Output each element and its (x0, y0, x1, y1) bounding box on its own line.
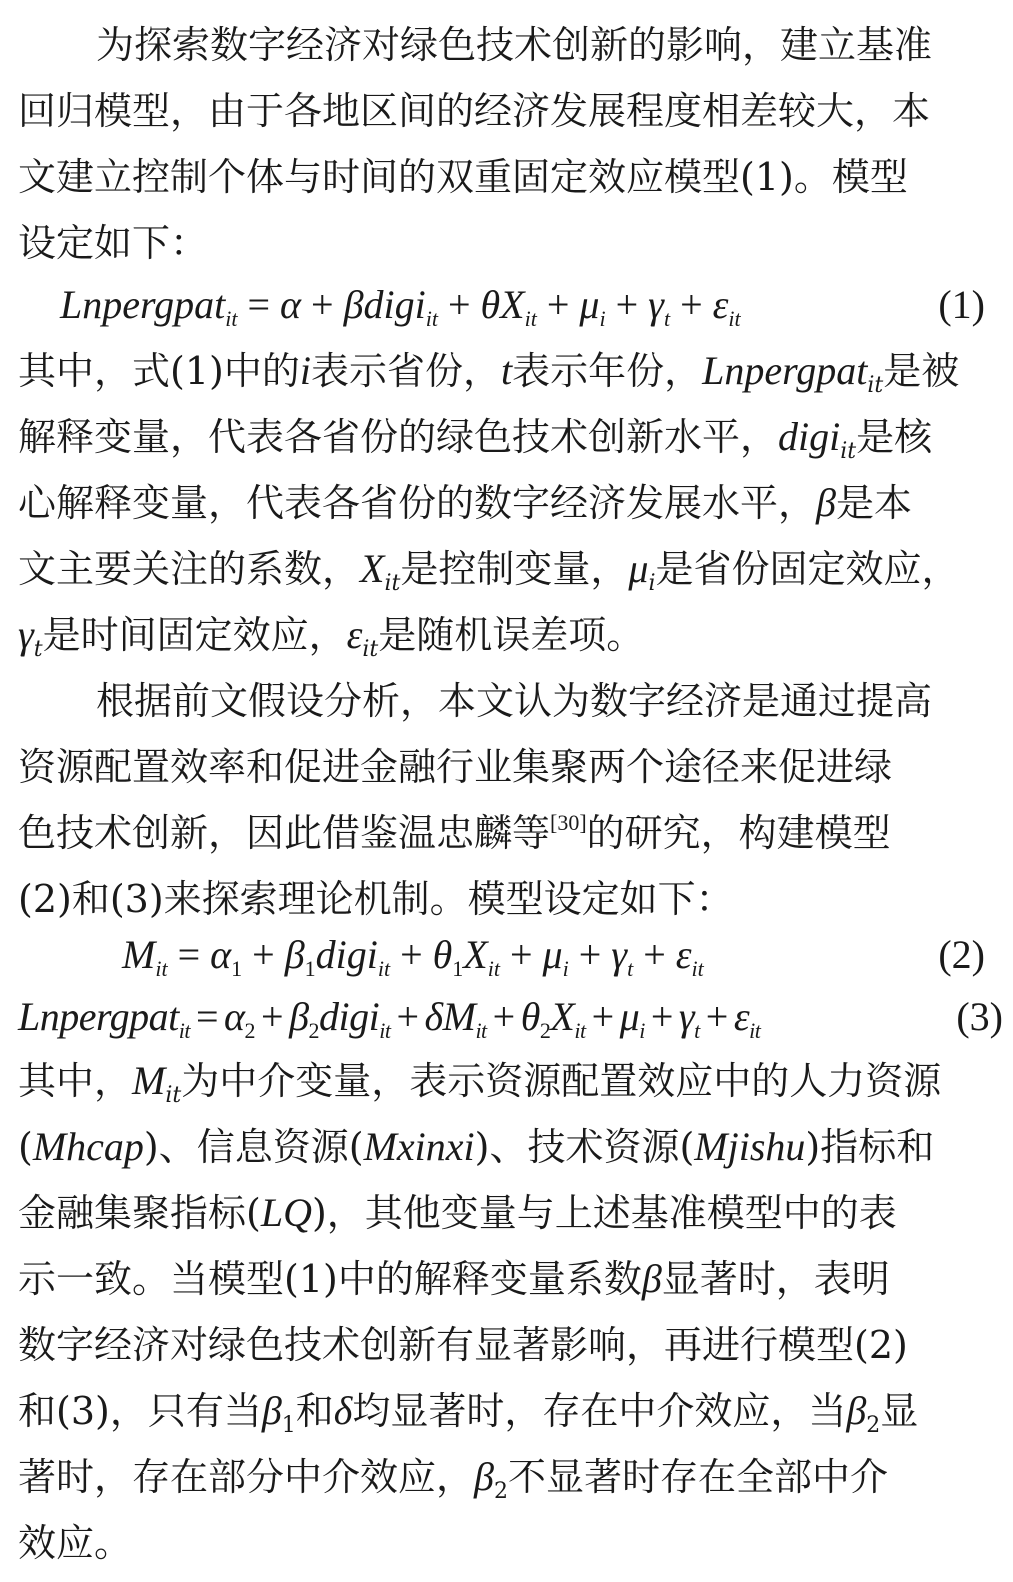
para2-line1: 其中，式(1)中的i表示省份，t表示年份，Lnpergpat$_{it}$是被 (18, 348, 960, 398)
equation-1: Lnpergpat$_{it}$ = α + βdigi$_{it}$ + $\theta X_{it} + \mu_i + \gamma_t + \varepsilon_{it}$ (60, 282, 741, 331)
para4-line4: 示一致。当模型(1)中的解释变量系数β显著时，表明 (18, 1256, 890, 1301)
para3-line1: 根据前文假设分析，本文认为数字经济是通过提高 (96, 679, 933, 723)
para2-line3: 心解释变量，代表各省份的数字经济发展水平，β是本 (18, 480, 912, 525)
para3-line4: (2)和(3)来探索理论机制。模型设定如下： (18, 877, 734, 921)
citation-ref[interactable]: [30] (550, 810, 587, 835)
para1-line1: 为探索数字经济对绿色技术创新的影响，建立基准 (96, 23, 933, 67)
para4-line2: (Mhcap)、信息资源(Mxinxi)、技术资源(Mjishu)指标和 (18, 1124, 935, 1169)
para1-line3: 文建立控制个体与时间的双重固定效应模型(1)。模型 (18, 155, 908, 199)
para4-line7: 著时，存在部分中介效应，$\beta_2$不显著时存在全部中介 (18, 1454, 888, 1504)
para4-line1: 其中，$M_{it}$为中介变量，表示资源配置效应中的人力资源 (18, 1058, 942, 1108)
para2-line4: 文主要关注的系数，$X_{it}$是控制变量，$\mu_i$是省份固定效应， (18, 546, 960, 596)
equation-3: Lnpergpat$_{it}$ = $\alpha_2$ + $\beta_2digi_{it} + \delta M_{it} + \theta_2X_{it} + \mu_i + \gamma_t + \varepsilon_{it}$ (18, 994, 761, 1043)
para4-line5: 数字经济对绿色技术创新有显著影响，再进行模型(2) (18, 1323, 908, 1367)
para3-line3: 色技术创新，因此借鉴温忠麟等[30]的研究，构建模型 (18, 810, 891, 855)
para4-line3: 金融集聚指标(LQ)，其他变量与上述基准模型中的表 (18, 1190, 897, 1235)
para3-line2: 资源配置效率和促进金融行业集聚两个途径来促进绿 (18, 745, 893, 789)
equation-2: $M_{it} = \alpha_1$ + $\beta_1digi_{it} + \theta_1X_{it} + \mu_i + \gamma_t + \varepsilon_{it}$ (122, 932, 704, 981)
para4-line8: 效应。 (18, 1521, 133, 1565)
para2-line5: $\gamma_t$是时间固定效应，$\varepsilon_{it}$是随机误差项。 (18, 612, 645, 662)
para2-line2: 解释变量，代表各省份的绿色技术创新水平，digi$_{it}$是核 (18, 414, 933, 464)
equation-3-number: (3) (956, 994, 1003, 1039)
para1-line2: 回归模型，由于各地区间的经济发展程度相差较大，本 (18, 89, 931, 133)
equation-1-number: (1) (938, 282, 985, 327)
para4-line6: 和(3)，只有当$\beta_1$和δ均显著时，存在中介效应，当$\beta_2$显 (18, 1388, 919, 1438)
para1-line4: 设定如下： (18, 221, 209, 265)
equation-2-number: (2) (938, 932, 985, 977)
